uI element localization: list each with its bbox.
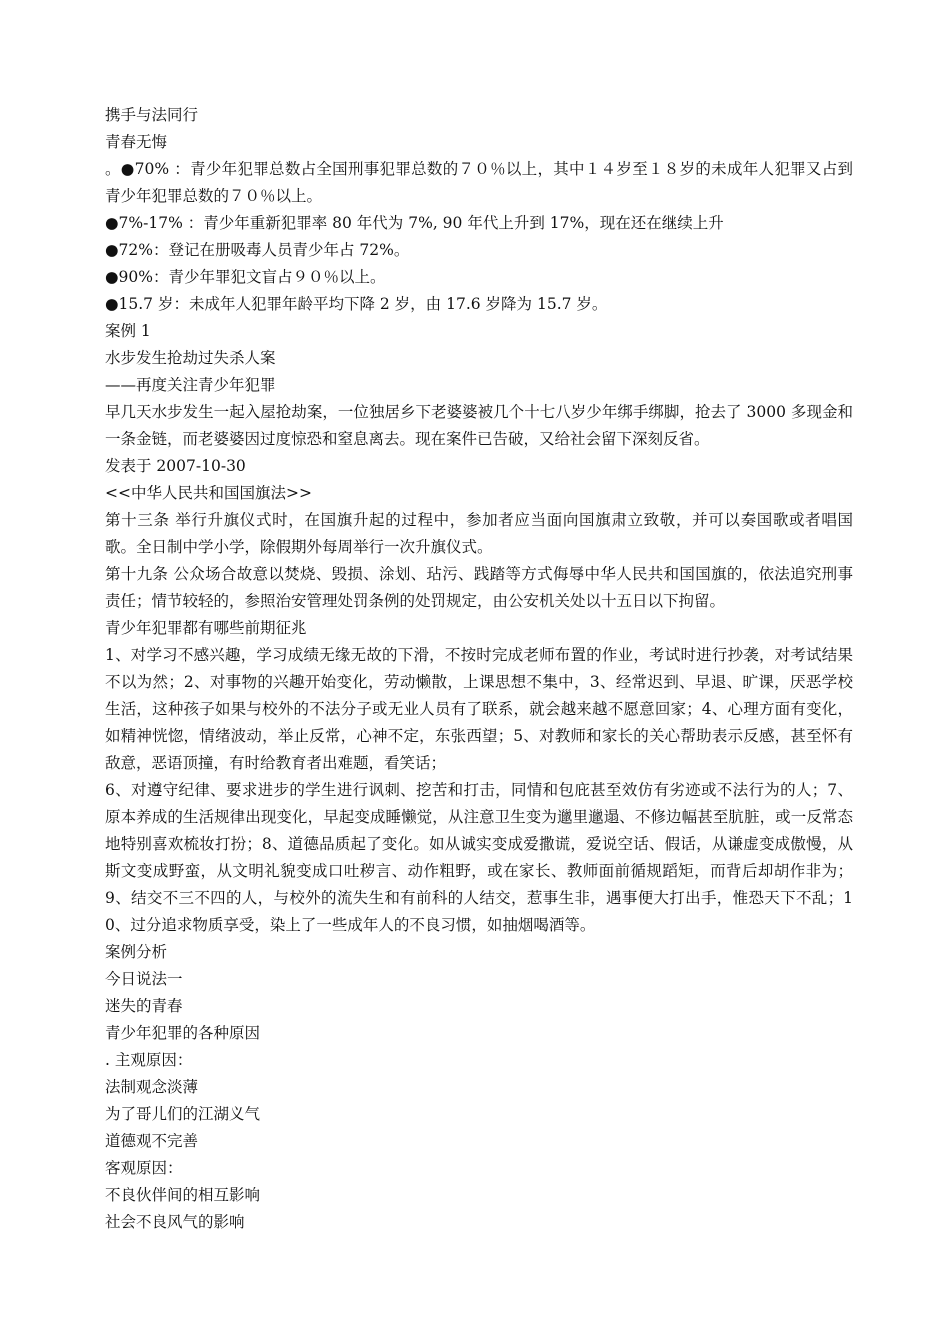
document-title: 携手与法同行 [105,106,199,124]
law-article-13: 第十三条 举行升旗仪式时，在国旗升起的过程中，参加者应当面向国旗肃立致敬，并可以奏国歌或者唱国歌。全日制中学小学，除假期外每周举行一次升旗仪式。 [105,511,853,556]
stat-item: ●72%：登记在册吸毒人员青少年占 72%。 [105,241,410,259]
signs-paragraph-2: 6、对遵守纪律、要求进步的学生进行讽刺、挖苦和打击，同情和包庇甚至效仿有劣迹或不法行为的人；7、原本养成的生活规律出现变化，早起变成睡懒觉，从注意卫生变为邋里邋遢、不修边幅甚至肮脏，或一反常态地特别喜欢梳妆打扮；8、道德品质起了变化。如从诚实变成爱撒谎，爱说空话、假话，从谦虚变成傲慢，从斯文变成野蛮，从文明礼貌变成口吐秽言、动作粗野，或在家长、教师面前循规蹈矩，而背后却胡作非为；9、结交不三不四的人，与校外的流失生和有前科的人结交，惹事生非，遇事便大打出手，惟恐天下不乱；10、过分追求物质享受，染上了一些成年人的不良习惯，如抽烟喝酒等。 [105,781,853,934]
document-page [105,102,853,1236]
subjective-item: 法制观念淡薄 [105,1078,199,1096]
analysis-heading: 青少年犯罪的各种原因 [105,1024,261,1042]
subjective-item: 道德观不完善 [105,1132,199,1150]
case-headline: 水步发生抢劫过失杀人案 [105,349,276,367]
subjective-label: . 主观原因： [105,1051,193,1069]
case-label: 案例 1 [105,322,151,340]
case-body: 早几天水步发生一起入屋抢劫案，一位独居乡下老婆婆被几个十七八岁少年绑手绑脚，抢去了 3000 多现金和一条金链，而老婆婆因过度惊恐和窒息离去。现在案件已告破，又给社会留下深刻反省。 [105,403,853,448]
law-title: <<中华人民共和国国旗法>> [105,484,312,502]
stat-item: ●15.7 岁：未成年人犯罪年龄平均下降 2 岁，由 17.6 岁降为 15.7 岁。 [105,295,608,313]
case-date: 发表于 2007-10-30 [105,457,246,475]
signs-heading: 青少年犯罪都有哪些前期征兆 [105,619,307,637]
objective-item: 社会不良风气的影响 [105,1213,245,1231]
stat-item: ●90%：青少年罪犯文盲占９０％以上。 [105,268,386,286]
signs-paragraph-1: 1、对学习不感兴趣，学习成绩无缘无故的下滑，不按时完成老师布置的作业，考试时进行抄袭，对考试结果不以为然；2、对事物的兴趣开始变化，劳动懒散，上课思想不集中，3、经常迟到、早退、旷课，厌恶学校生活，这种孩子如果与校外的不法分子或无业人员有了联系，就会越来越不愿意回家；4、心理方面有变化，如精神恍惚，情绪波动，举止反常，心神不定，东张西望；5、对教师和家长的关心帮助表示反感，甚至怀有敌意，恶语顶撞，有时给教育者出难题，看笑话； [105,646,853,772]
document-subtitle: 青春无悔 [105,133,168,151]
analysis-label: 案例分析 [105,943,168,961]
law-article-19: 第十九条 公众场合故意以焚烧、毁损、涂划、玷污、践踏等方式侮辱中华人民共和国国旗的，依法追究刑事责任；情节较轻的，参照治安管理处罚条例的处罚规定，由公安机关处以十五日以下拘留。 [105,565,853,610]
objective-item: 不良伙伴间的相互影响 [105,1186,261,1204]
objective-label: 客观原因： [105,1159,183,1177]
case-subheadline: ——再度关注青少年犯罪 [105,376,276,394]
stat-item: 。●70% ：青少年犯罪总数占全国刑事犯罪总数的７０％以上，其中１４岁至１８岁的未成年人犯罪又占到青少年犯罪总数的７０％以上。 [105,160,853,205]
stat-item: ●7%-17% ：青少年重新犯罪率 80 年代为 7%, 90 年代上升到 17%，现在还在继续上升 [105,214,724,232]
analysis-column: 今日说法一 [105,970,183,988]
analysis-topic: 迷失的青春 [105,997,183,1015]
subjective-item: 为了哥儿们的江湖义气 [105,1105,261,1123]
